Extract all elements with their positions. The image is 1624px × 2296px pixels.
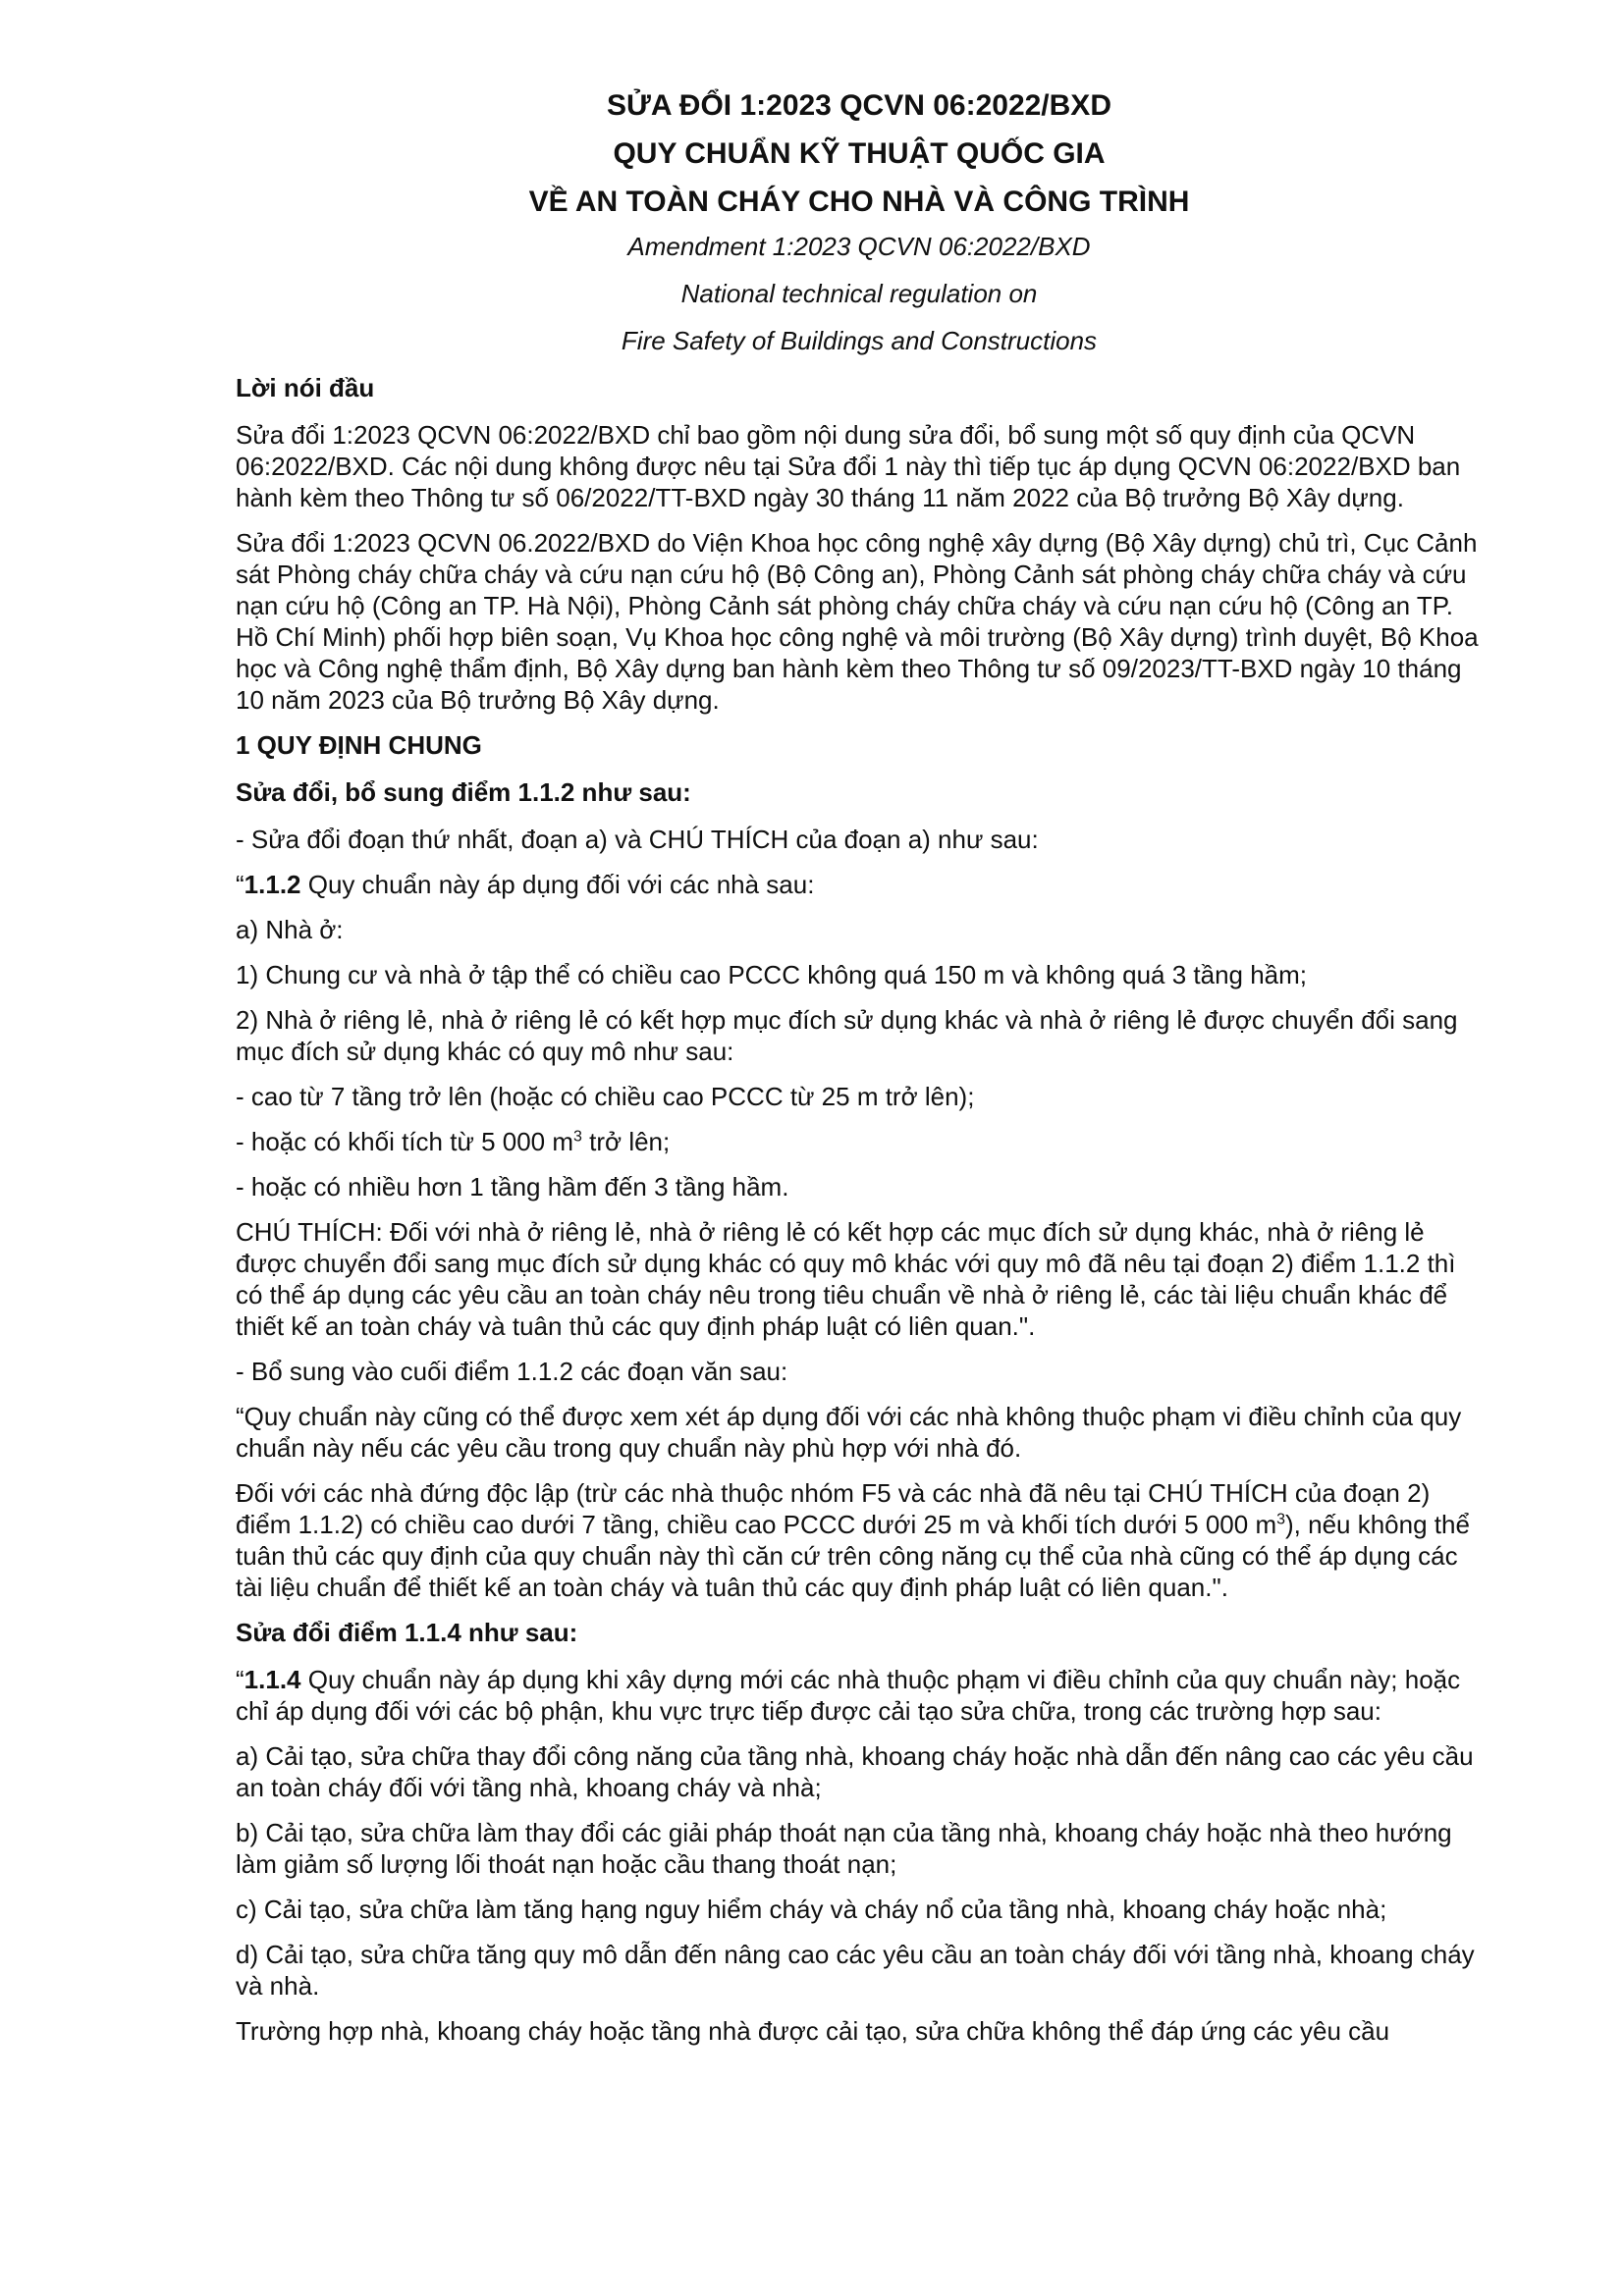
- dash-item-1: - cao từ 7 tầng trở lên (hoặc có chiều cao PCCC từ 25 m trở lên);: [236, 1082, 975, 1111]
- case-d: d) Cải tạo, sửa chữa tăng quy mô dẫn đến nâng cao các yêu cầu an toàn cháy đối với tầng nhà, khoang cháy và nhà.: [236, 1940, 1475, 2001]
- dash-item-2-text: - hoặc có khối tích từ 5 000 m: [236, 1127, 574, 1156]
- title-block: [236, 86, 1483, 356]
- superscript-3: 3: [573, 1128, 582, 1146]
- dash-item-2-suffix: trở lên;: [581, 1127, 671, 1156]
- subtitle-regulation-en: National technical regulation on: [680, 279, 1038, 308]
- item-a: a) Nhà ở:: [236, 915, 344, 944]
- clause-number-112: 1.1.2: [244, 870, 301, 899]
- subtitle-subject-en: Fire Safety of Buildings and Constructions: [621, 326, 1098, 355]
- clause-114: [236, 1664, 1483, 1727]
- item-1: 1) Chung cư và nhà ở tập thể có chiều cao PCCC không quá 150 m và không quá 3 tầng hầm;: [236, 960, 1308, 989]
- case-b: b) Cải tạo, sửa chữa làm thay đổi các giải pháp thoát nạn của tầng nhà, khoang cháy hoặc nhà theo hướng làm giảm số lượng lối thoát nạn hoặc cầu thang thoát nạn;: [236, 1818, 1452, 1879]
- foreword-heading: Lời nói đầu: [236, 373, 375, 402]
- quote-paragraph-1: “Quy chuẩn này cũng có thể được xem xét áp dụng đối với các nhà không thuộc phạm vi điều chỉnh của quy chuẩn này nếu các yêu cầu trong quy chuẩn này phù hợp với nhà đó.: [236, 1402, 1462, 1463]
- paragraph-edit-instruction: - Sửa đổi đoạn thứ nhất, đoạn a) và CHÚ THÍCH của đoạn a) như sau:: [236, 825, 1039, 854]
- title-subject: VỀ AN TOÀN CHÁY CHO NHÀ VÀ CÔNG TRÌNH: [528, 186, 1190, 218]
- clause-number-114: 1.1.4: [244, 1665, 301, 1694]
- case-a: a) Cải tạo, sửa chữa thay đổi công năng của tầng nhà, khoang cháy hoặc nhà dẫn đến nâng cao các yêu cầu an toàn cháy đối với tầng nhà, khoang cháy và nhà;: [236, 1741, 1474, 1802]
- title-amendment: SỬA ĐỔI 1:2023 QCVN 06:2022/BXD: [607, 89, 1111, 122]
- foreword-paragraph-1: Sửa đổi 1:2023 QCVN 06:2022/BXD chỉ bao gồm nội dung sửa đổi, bổ sung một số quy định của QCVN 06:2022/BXD. Các nội dung không được nêu tại Sửa đổi 1 này thì tiếp tục áp dụng QCVN 06:2022/BXD ban hành kèm theo Thông tư số 06/2022/TT-BXD ngày 30 tháng 11 năm 2022 của Bộ trưởng Bộ Xây dựng.: [236, 420, 1461, 512]
- dash-item-2: [236, 1126, 1483, 1157]
- title-regulation: QUY CHUẨN KỸ THUẬT QUỐC GIA: [613, 137, 1106, 170]
- quote-paragraph-2: [236, 1477, 1483, 1603]
- note-paragraph: CHÚ THÍCH: Đối với nhà ở riêng lẻ, nhà ở riêng lẻ có kết hợp các mục đích sử dụng khác, nhà ở riêng lẻ được chuyển đổi sang mục đích sử dụng khác có quy mô khác với quy mô đã nêu tại đoạn 2) điểm 1.1.2 thì có thể áp dụng các yêu cầu an toàn cháy nêu trong tiêu chuẩn về nhà ở riêng lẻ, các tài liệu chuẩn khác để thiết kế an toàn cháy và tuân thủ các quy định pháp luật có liên quan.".: [236, 1217, 1456, 1341]
- clause-112: [236, 869, 1483, 900]
- paragraph-continuation: Trường hợp nhà, khoang cháy hoặc tầng nhà được cải tạo, sửa chữa không thể đáp ứng các yêu cầu: [236, 2016, 1390, 2046]
- dash-item-3: - hoặc có nhiều hơn 1 tầng hầm đến 3 tầng hầm.: [236, 1172, 789, 1201]
- subtitle-amendment-en: Amendment 1:2023 QCVN 06:2022/BXD: [627, 232, 1091, 261]
- document-page: [236, 86, 1483, 2060]
- quote-mark: “: [236, 1665, 244, 1694]
- clause-114-text: Quy chuẩn này áp dụng khi xây dựng mới các nhà thuộc phạm vi điều chỉnh của quy chuẩn này; hoặc chỉ áp dụng đối với các bộ phận, khu vực trực tiếp được cải tạo sửa chữa, trong các trường hợp sau:: [236, 1665, 1461, 1726]
- quote-mark: “: [236, 870, 244, 899]
- case-c: c) Cải tạo, sửa chữa làm tăng hạng nguy hiểm cháy và cháy nổ của tầng nhà, khoang cháy hoặc nhà;: [236, 1895, 1387, 1924]
- superscript-3: 3: [1276, 1511, 1286, 1528]
- clause-112-text: Quy chuẩn này áp dụng đối với các nhà sau:: [300, 870, 815, 899]
- section-heading-general: 1 QUY ĐỊNH CHUNG: [236, 730, 482, 760]
- subheading-114: Sửa đổi điểm 1.1.4 như sau:: [236, 1618, 578, 1647]
- quote-paragraph-2-text: Đối với các nhà đứng độc lập (trừ các nhà thuộc nhóm F5 và các nhà đã nêu tại CHÚ THÍCH của đoạn 2) điểm 1.1.2) có chiều cao dưới 7 tầng, chiều cao PCCC dưới 25 m và khối tích dưới 5 000 m: [236, 1478, 1431, 1539]
- subheading-112: Sửa đổi, bổ sung điểm 1.1.2 như sau:: [236, 777, 691, 807]
- foreword-paragraph-2: Sửa đổi 1:2023 QCVN 06.2022/BXD do Viện Khoa học công nghệ xây dựng (Bộ Xây dựng) chủ trì, Cục Cảnh sát Phòng cháy chữa cháy và cứu nạn cứu hộ (Bộ Công an), Phòng Cảnh sát phòng cháy chữa cháy và cứu nạn cứu hộ (Công an TP. Hà Nội), Phòng Cảnh sát phòng cháy chữa cháy và cứu nạn cứu hộ (Công an TP. Hồ Chí Minh) phối hợp biên soạn, Vụ Khoa học công nghệ và môi trường (Bộ Xây dựng) trình duyệt, Bộ Khoa học và Công nghệ thẩm định, Bộ Xây dựng ban hành kèm theo Thông tư số 09/2023/TT-BXD ngày 10 tháng 10 năm 2023 của Bộ trưởng Bộ Xây dựng.: [236, 528, 1479, 715]
- item-2: 2) Nhà ở riêng lẻ, nhà ở riêng lẻ có kết hợp mục đích sử dụng khác và nhà ở riêng lẻ được chuyển đổi sang mục đích sử dụng khác có quy mô như sau:: [236, 1005, 1458, 1066]
- quote-paragraph-2-suffix: ), nếu không thể tuân thủ các quy định của quy chuẩn này thì căn cứ trên công năng cụ thể của nhà cũng có thể áp dụng các tài liệu chuẩn để thiết kế an toàn cháy và tuân thủ các quy định pháp luật có liên quan.".: [236, 1510, 1470, 1602]
- paragraph-add-instruction: - Bổ sung vào cuối điểm 1.1.2 các đoạn văn sau:: [236, 1357, 788, 1386]
